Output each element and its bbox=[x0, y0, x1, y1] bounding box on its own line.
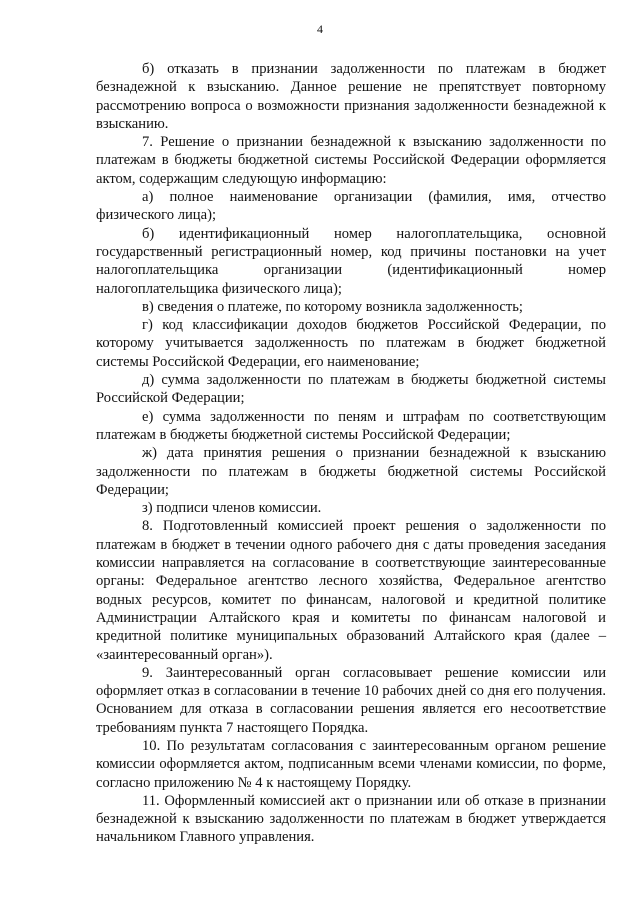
list-item-b: б) идентификационный номер налогоплательщика, основной государственный регистрационный номер, код причины постановки на учет налогоплательщика организации (идентификационный номер налогоплательщика физического лица); bbox=[96, 225, 606, 297]
list-item-a: а) полное наименование организации (фамилия, имя, отчество физического лица); bbox=[96, 189, 606, 224]
paragraph-10-act: 10. По результатам согласования с заинтересованным органом решение комиссии оформляется актом, подписанным всеми членами комиссии, по форме, согласно приложению № 4 к настоящему Порядку. bbox=[96, 737, 606, 791]
document-body bbox=[96, 60, 606, 847]
list-item-v: в) сведения о платеже, по которому возникла задолженность; bbox=[142, 298, 523, 315]
paragraph-9-agreement: 9. Заинтересованный орган согласовывает решение комиссии или оформляет отказ в согласовании в течение 10 рабочих дней со дня его получения. Основанием для отказа в согласовании решения является его несоответствие требованиям пункта 7 настоящего Порядка. bbox=[96, 664, 606, 736]
paragraph-7-act-content: 7. Решение о признании безнадежной к взысканию задолженности по платежам в бюджеты бюджетной системы Российской Федерации оформляется актом, содержащим следующую информацию: bbox=[96, 134, 606, 187]
paragraph-11-approval: 11. Оформленный комиссией акт о признании или об отказе в признании безнадежной к взысканию задолженности по платежам в бюджет утверждается начальником Главного управления. bbox=[96, 792, 606, 846]
paragraph-6b-refusal: б) отказать в признании задолженности по платежам в бюджет безнадежной к взысканию. Данное решение не препятствует повторному рассмотрению вопроса о возможности признания задолженности безнадежной к взысканию. bbox=[96, 61, 606, 132]
list-item-z: з) подписи членов комиссии. bbox=[142, 500, 322, 517]
list-item-zh: ж) дата принятия решения о признании безнадежной к взысканию задолженности по платежам в бюджеты бюджетной системы Российской Федерации; bbox=[96, 445, 606, 498]
paragraph-8-approval: 8. Подготовленный комиссией проект решения о задолженности по платежам в бюджет в течении одного рабочего дня с даты проведения заседания комиссии направляется на согласование в соответствующие заинтересованные органы: Федеральное агентство лесного хозяйства, Федеральное агентство водных ресурсов, комитет по финансам, налоговой и кредитной политике Администрации Алтайского края и комитеты по финансам налоговой и кредитной политике муниципальных образований Алтайского края (далее – «заинтересованный орган»). bbox=[96, 518, 606, 663]
list-item-g: г) код классификации доходов бюджетов Российской Федерации, по которому учитывается задолженность по платежам в бюджет бюджетной системы Российской Федерации, его наименование; bbox=[96, 317, 606, 370]
list-item-e: е) сумма задолженности по пеням и штрафам по соответствующим платежам в бюджеты бюджетной системы Российской Федерации; bbox=[96, 408, 606, 443]
page-number: 4 bbox=[317, 22, 323, 36]
list-item-d: д) сумма задолженности по платежам в бюджеты бюджетной системы Российской Федерации; bbox=[96, 372, 606, 407]
